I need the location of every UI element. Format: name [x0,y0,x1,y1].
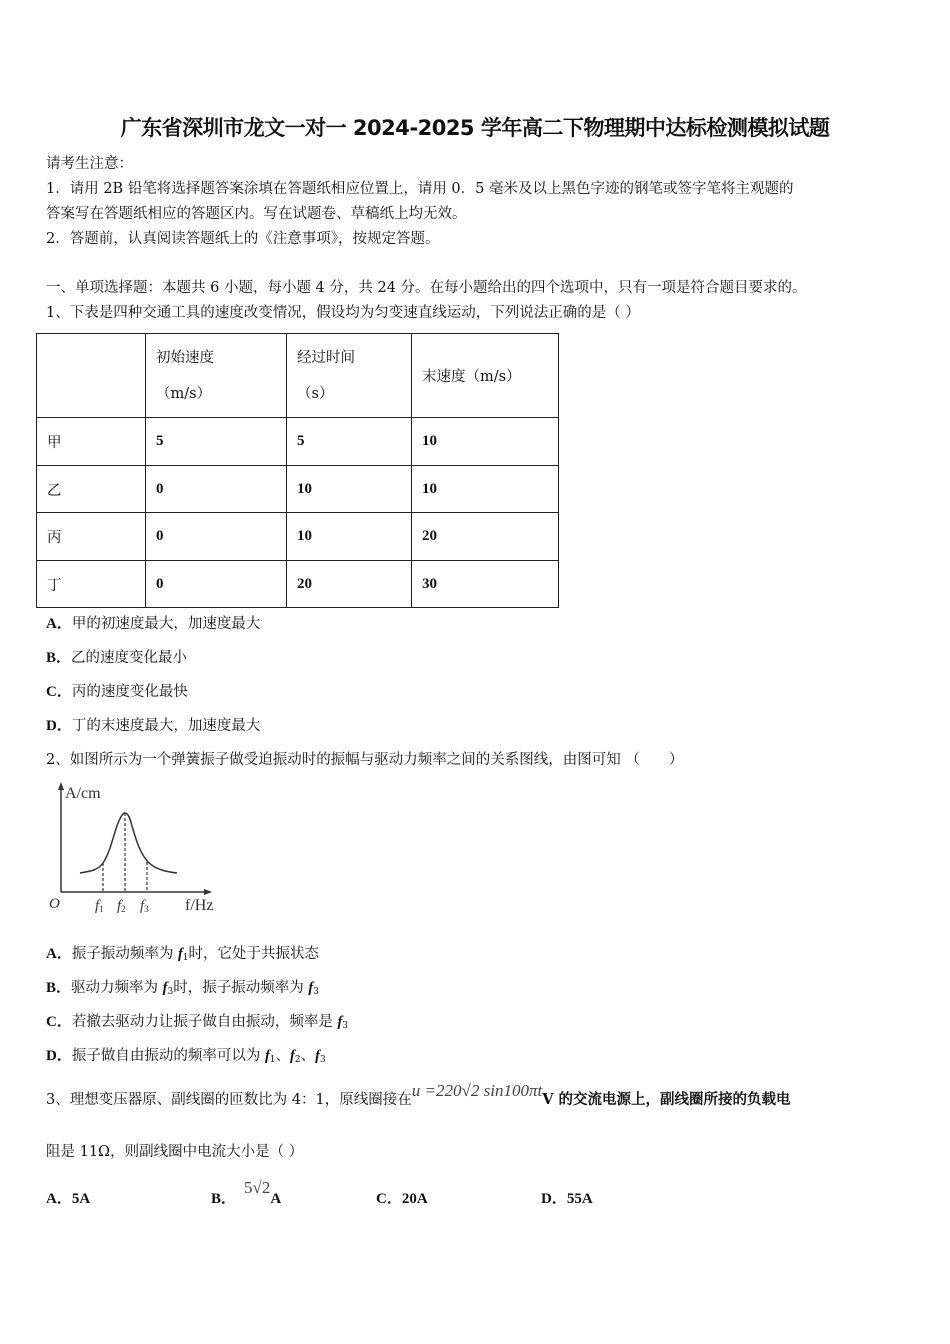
option-letter: A． [46,946,72,962]
symbol-f: f [177,946,183,962]
cell-initial-velocity: 0 [146,561,287,608]
q1-option-a[interactable] [46,612,260,633]
table-row [37,418,559,466]
subscript: 1 [182,953,189,963]
symbol-f: f [264,1048,270,1064]
symbol-f: f [337,1014,343,1030]
q1-stem: 1、下表是四种交通工具的速度改变情况，假设均为匀变速直线运动，下列说法正确的是（ ） [46,305,640,321]
option-letter: D． [541,1191,567,1207]
tick-f1: f1 [95,898,104,914]
option-letter: D． [46,1048,72,1064]
q2-stem: 2、如图所示为一个弹簧振子做受迫振动时的振幅与驱动力频率之间的关系图线，由图可知 （ ） [46,752,684,768]
table-header-empty [37,334,146,418]
notice-item-1-line-1: 1．请用 2B 铅笔将选择题答案涂填在答题纸相应位置上，请用 0．5 毫米及以上黑色字迹的钢笔或签字笔将主观题的 [46,181,794,197]
table-row [37,513,559,561]
option-text: 55A [566,1191,593,1207]
option-text: 振子振动频率为 [71,946,178,962]
option-letter: C． [376,1191,402,1207]
subscript: 3 [342,1021,349,1031]
section-heading: 一、单项选择题：本题共 6 小题，每小题 4 分，共 24 分。在每小题给出的四个选项中，只有一项是符合题目要求的。 [46,280,807,296]
option-text: 时，它处于共振状态 [188,946,320,962]
symbol-f: f [315,1048,320,1064]
table-row [37,466,559,513]
option-letter: B． [211,1191,237,1207]
option-text: 振子做自由振动的频率可以为 [71,1048,265,1064]
cell-final-velocity: 10 [412,418,559,466]
row-name: 丁 [37,561,146,608]
table-header-elapsed-time [287,334,412,418]
cell-final-velocity: 20 [412,513,559,561]
option-letter: A． [46,616,72,632]
cell-initial-velocity: 5 [146,418,287,466]
voltage-formula: u =220√2 sin100πt [411,1081,543,1100]
resonance-curve-chart [40,778,240,918]
q3-option-b[interactable] [211,1178,282,1208]
option-text: 若撤去驱动力让振子做自由振动，频率是 [71,1014,338,1030]
cell-final-velocity: 10 [412,466,559,513]
option-text: 甲的初速度最大，加速度最大 [71,616,261,632]
symbol-f: f [290,1048,295,1064]
q3-stem-line-1 [46,1081,791,1109]
option-letter: C． [46,684,72,700]
header-unit: （s） [297,385,334,402]
cell-time: 5 [287,418,412,466]
separator: 、 [275,1048,291,1064]
notice-item-1-line-2: 答案写在答题纸相应的答题区内。写在试题卷、草稿纸上均无效。 [46,206,467,222]
option-letter: D． [46,718,72,734]
notice-item-2: 2．答题前，认真阅读答题纸上的《注意事项》，按规定答题。 [46,231,440,247]
row-name: 乙 [37,466,146,513]
tick-f3: f3 [140,898,149,914]
q2-option-a[interactable] [46,942,319,963]
table-header-row [37,334,559,418]
option-text: 20A [401,1191,428,1207]
option-letter: B． [46,650,72,666]
tick-f2: f2 [117,898,126,914]
table-header-initial-velocity [146,334,287,418]
q3-option-d[interactable] [541,1187,593,1208]
option-text: 丁的末速度最大，加速度最大 [71,718,261,734]
y-axis-arrow-icon [58,782,64,790]
option-text: 5A [71,1191,91,1207]
option-letter: C． [46,1014,72,1030]
cell-initial-velocity: 0 [146,513,287,561]
symbol-f: f [162,980,168,996]
option-text: 丙的速度变化最快 [71,684,188,700]
option-letter: B． [46,980,72,996]
q3-stem-line-2: 阻是 11Ω，则副线圈中电流大小是（ ） [46,1144,304,1160]
y-axis-label: A/cm [65,785,101,802]
q1-option-c[interactable] [46,680,188,701]
cell-initial-velocity: 0 [146,466,287,513]
subscript: 3 [313,987,319,997]
q1-option-b[interactable] [46,646,187,667]
option-text: 驱动力频率为 [71,980,163,996]
subscript: 2 [294,1055,301,1065]
q3-option-c[interactable] [376,1187,428,1208]
velocity-table [36,333,559,608]
option-text: 乙的速度变化最小 [71,650,188,666]
notice-heading: 请考生注意： [46,156,133,172]
resonance-curve [80,813,177,873]
option-formula: 5√2 [244,1178,271,1197]
q2-option-c[interactable] [46,1010,348,1031]
q2-option-b[interactable] [46,976,319,997]
cell-time: 10 [287,466,412,513]
x-axis-label: f/Hz [185,897,214,914]
cell-final-velocity: 30 [412,561,559,608]
cell-time: 20 [287,561,412,608]
row-name: 甲 [37,418,146,466]
resonance-curve-figure [40,778,240,922]
separator: 、 [300,1048,316,1064]
header-line: 初始速度 [156,349,214,366]
subscript: 3 [167,987,174,997]
stem-text: V 的交流电源上，副线圈所接的负载电 [542,1091,791,1108]
header-unit: （m/s） [156,385,212,402]
cell-time: 10 [287,513,412,561]
option-text: 时，振子振动频率为 [173,980,309,996]
table-header-final-velocity: 末速度（m/s） [412,334,559,418]
table-row [37,561,559,608]
stem-text: 3、理想变压器原、副线圈的匝数比为 4：1，原线圈接在 [46,1092,412,1108]
x-axis-arrow-icon [204,889,212,895]
subscript: 1 [269,1055,276,1065]
page-title: 广东省深圳市龙文一对一 2024-2025 学年高二下物理期中达标检测模拟试题 [120,116,830,140]
subscript: 3 [319,1055,326,1065]
header-line: 经过时间 [297,349,355,366]
symbol-f: f [308,980,314,996]
q1-option-d[interactable] [46,714,260,735]
q3-option-a[interactable] [46,1187,90,1208]
option-text: A [270,1191,282,1207]
q2-option-d[interactable] [46,1044,326,1065]
origin-label: O [49,896,60,912]
option-letter: A． [46,1191,72,1207]
row-name: 丙 [37,513,146,561]
